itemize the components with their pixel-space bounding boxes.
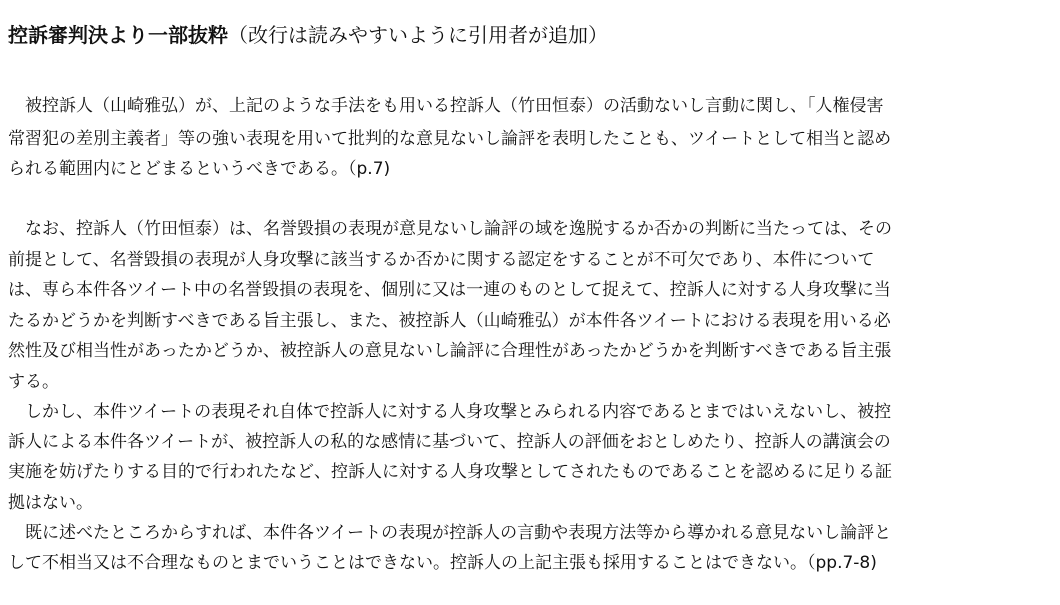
paragraph-3-line-2: 訴人による本件各ツイートが、被控訴人の私的な感情に基づいて、控訴人の評価をおとしめたり、控訴人の講演会の <box>8 432 891 452</box>
title-note: （改行は読みやすいように引用者が追加） <box>228 23 608 47</box>
paragraph-2-line-6: する。 <box>8 372 59 392</box>
paragraph-1-line-1: 被控訴人（山崎雅弘）が、上記のような手法をも用いる控訴人（竹田恒泰）の活動ないし言動に関し、「人権侵害 <box>8 96 884 116</box>
paragraph-1-line-2: 常習犯の差別主義者」等の強い表現を用いて批判的な意見ないし論評を表明したことも、ツイートとして相当と認め <box>8 129 892 149</box>
paragraph-2-line-5: 然性及び相当性があったかどうか、被控訴人の意見ないし論評に合理性があったかどうかを判断すべきである旨主張 <box>8 341 892 361</box>
paragraph-2-line-1: なお、控訴人（竹田恒泰）は、名誉毀損の表現が意見ないし論評の域を逸脱するか否かの判断に当たっては、その <box>8 219 892 239</box>
paragraph-3-line-3: 実施を妨げたりする目的で行われたなど、控訴人に対する人身攻撃としてされたものであることを認めるに足りる証 <box>8 462 892 482</box>
title-main: 控訴審判決より一部抜粋 <box>8 23 228 47</box>
paragraph-2-line-3: は、専ら本件各ツイート中の名誉毀損の表現を、個別に又は一連のものとして捉えて、控訴人に対する人身攻撃に当 <box>8 280 891 300</box>
paragraph-3-line-1: しかし、本件ツイートの表現それ自体で控訴人に対する人身攻撃とみられる内容であるとまではいえないし、被控 <box>8 402 892 422</box>
paragraph-3-line-4: 拠はない。 <box>8 493 93 513</box>
page-title <box>8 20 608 50</box>
paragraph-2-line-4: たるかどうかを判断すべきである旨主張し、また、被控訴人（山崎雅弘）が本件各ツイートにおける表現を用いる必 <box>8 311 891 331</box>
paragraph-4-line-1: 既に述べたところからすれば、本件各ツイートの表現が控訴人の言動や表現方法等から導かれる意見ないし論評と <box>8 523 892 543</box>
paragraph-4-line-2: して不相当又は不合理なものとまでいうことはできない。控訴人の上記主張も採用することはできない。（pp.7-8) <box>8 553 877 573</box>
paragraph-2-line-2: 前提として、名誉毀損の表現が人身攻撃に該当するか否かに関する認定をすることが不可欠であり、本件について <box>8 250 875 270</box>
paragraph-1-line-3: られる範囲内にとどまるというべきである。（p.7) <box>8 159 391 179</box>
